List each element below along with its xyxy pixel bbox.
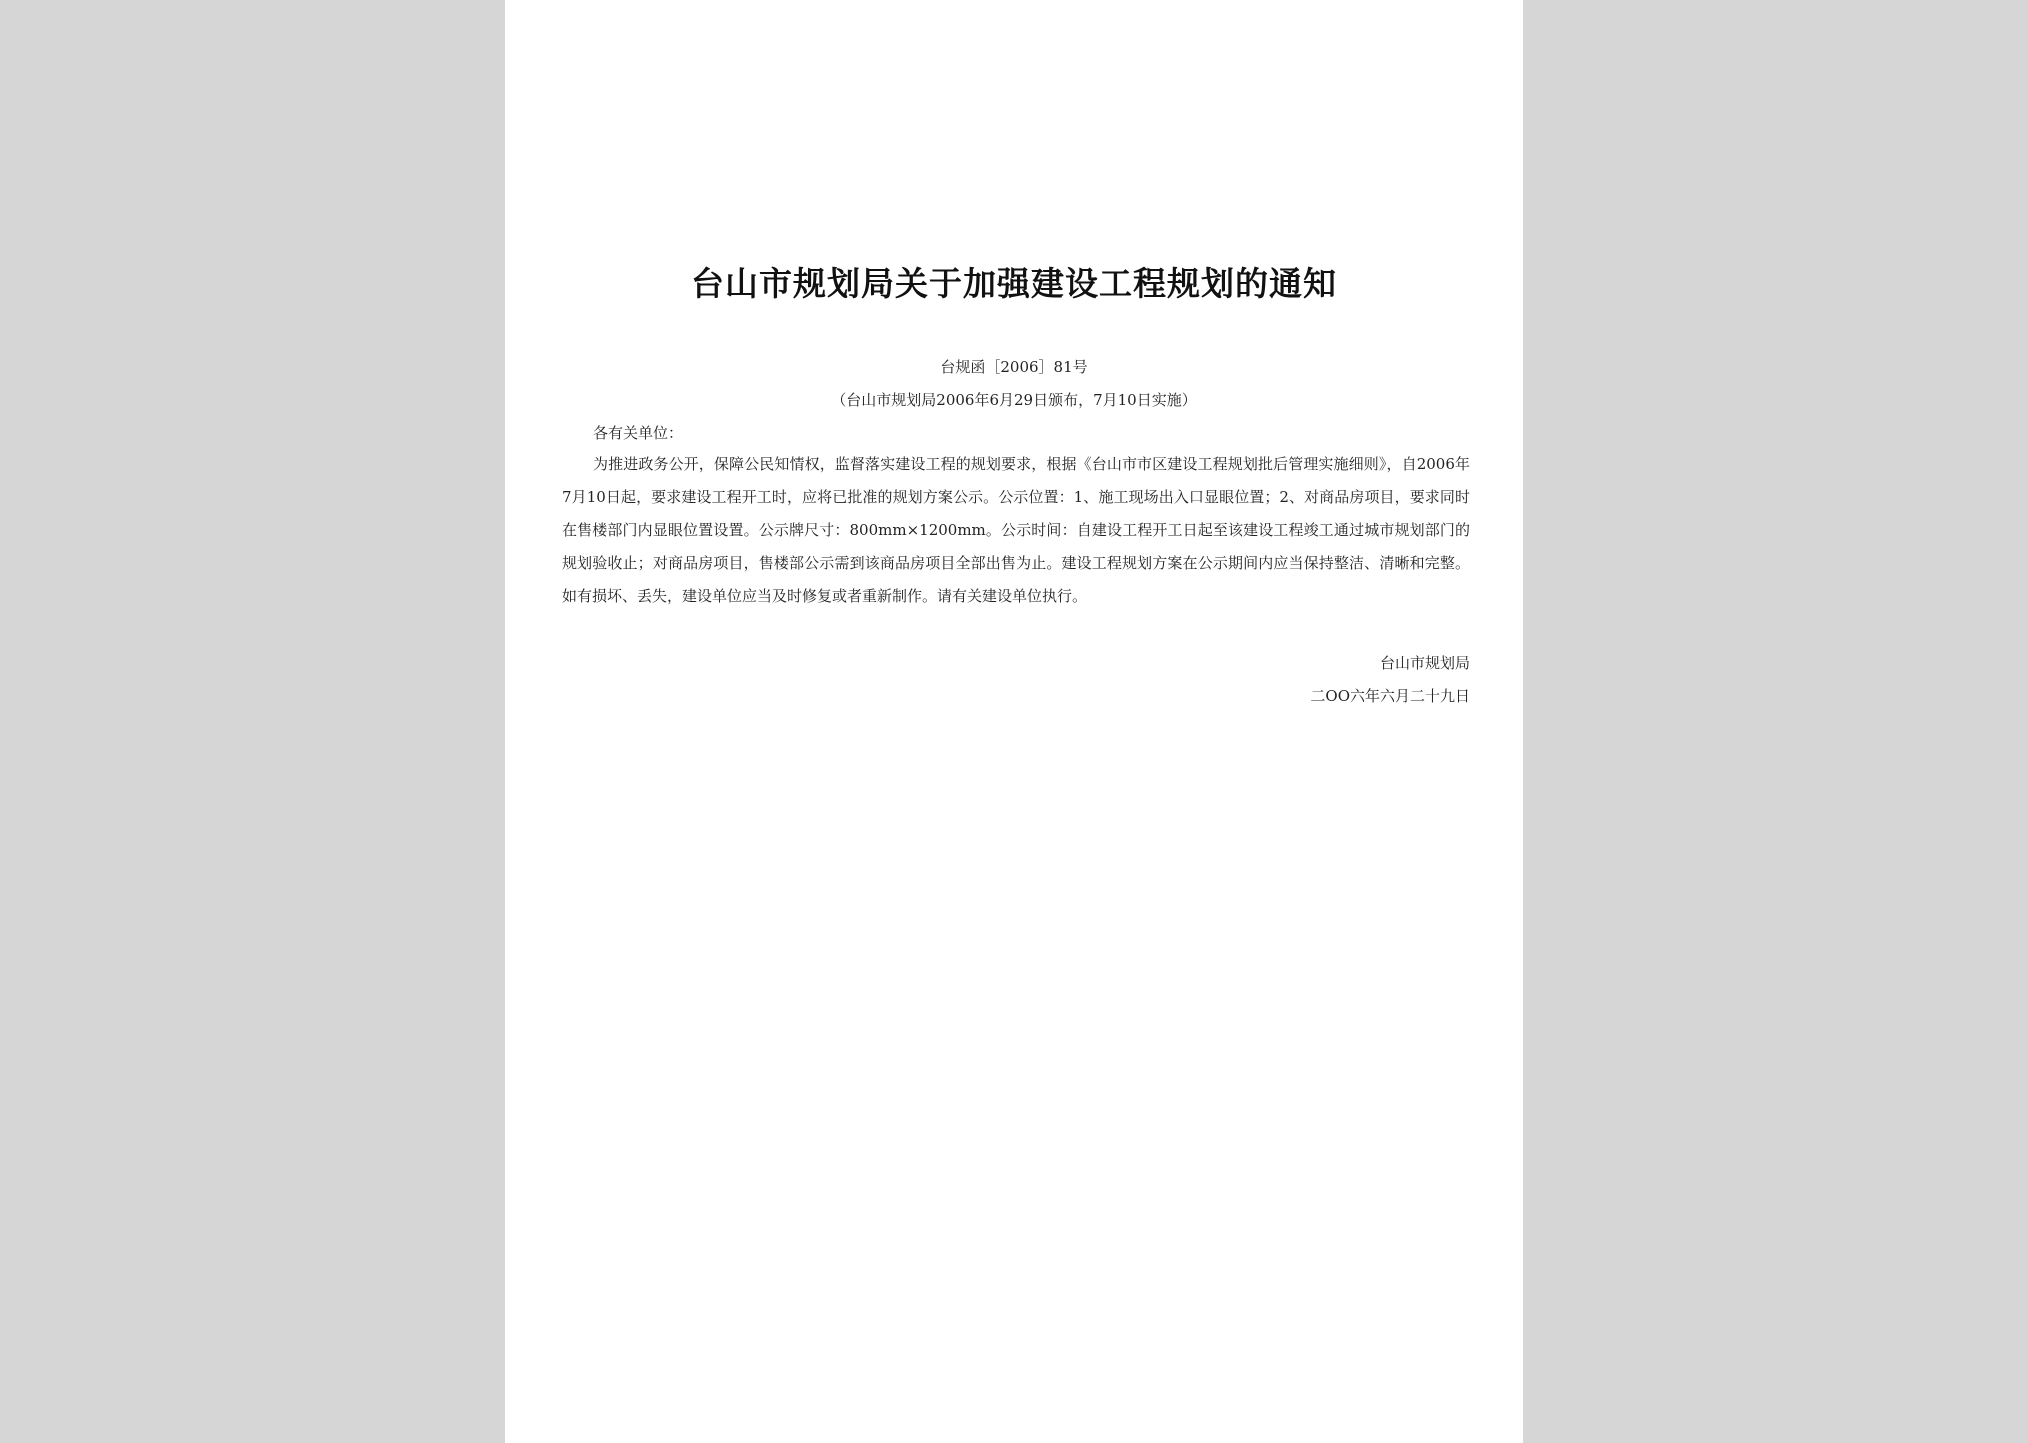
issue-note: （台山市规划局2006年6月29日颁布，7月10日实施） bbox=[831, 391, 1197, 409]
document-page bbox=[505, 0, 1523, 1443]
signer: 台山市规划局 bbox=[1379, 654, 1470, 672]
document-title: 台山市规划局关于加强建设工程规划的通知 bbox=[691, 264, 1337, 303]
document-number: 台规函［2006］81号 bbox=[940, 358, 1088, 376]
salutation: 各有关单位： bbox=[593, 424, 684, 442]
body-paragraph: 为推进政务公开，保障公民知情权，监督落实建设工程的规划要求，根据《台山市市区建设工程规划批后管理实施细则》，自2006年7月10日起，要求建设工程开工时，应将已批准的规划方案公示。公示位置：1、施工现场出入口显眼位置；2、对商品房项目，要求同时在售楼部门内显眼位置设置。公示牌尺寸：800mm×1200mm。公示时间：自建设工程开工日起至该建设工程竣工通过城市规划部门的规划验收止；对商品房项目，售楼部公示需到该商品房项目全部出售为止。建设工程规划方案在公示期间内应当保持整洁、清晰和完整。如有损坏、丢失，建设单位应当及时修复或者重新制作。请有关建设单位执行。 bbox=[562, 455, 1470, 605]
sign-date: 二OO六年六月二十九日 bbox=[1310, 687, 1470, 705]
